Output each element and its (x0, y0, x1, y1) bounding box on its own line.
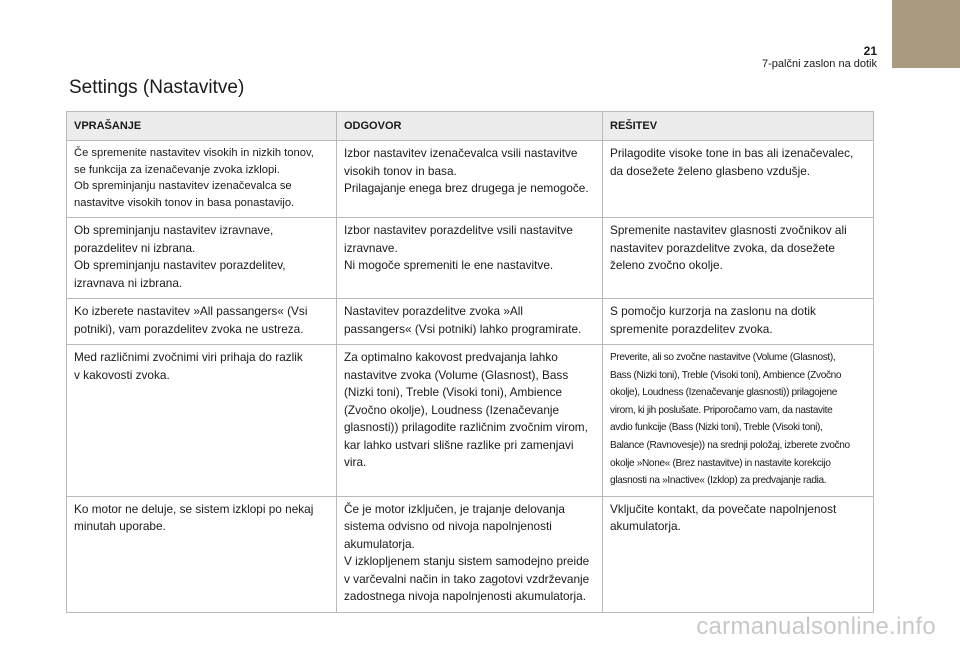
corner-tab (892, 0, 960, 68)
solution-cell: S pomočjo kurzorja na zaslonu na dotik spremenite porazdelitev zvoka. (603, 299, 874, 345)
qa-table (66, 111, 874, 613)
column-header-solution: REŠITEV (603, 112, 874, 141)
watermark: carmanualsonline.info (696, 613, 936, 640)
table-row (67, 496, 874, 612)
section-title: 7-palčni zaslon na dotik (762, 58, 877, 70)
question-cell: Ob spreminjanju nastavitev izravnave, porazdelitev ni izbrana. Ob spreminjanju nastavitev porazdelitev, izravnava ni izbrana. (67, 218, 337, 299)
question-cell: Če spremenite nastavitev visokih in nizkih tonov, se funkcija za izenačevanje zvoka izklopi. Ob spreminjanju nastavitev izenačevalca se nastavitve visokih tonov in basa ponastavijo. (67, 141, 337, 218)
column-header-answer: ODGOVOR (337, 112, 603, 141)
answer-cell: Izbor nastavitev porazdelitve vsili nastavitve izravnave. Ni mogoče spremeniti le ene nastavitve. (337, 218, 603, 299)
table-header-row (67, 112, 874, 141)
page-heading: Settings (Nastavitve) (69, 77, 245, 98)
column-header-question: VPRAŠANJE (67, 112, 337, 141)
table-row (67, 345, 874, 497)
question-cell: Ko motor ne deluje, se sistem izklopi po nekaj minutah uporabe. (67, 496, 337, 612)
page-number: 21 (863, 44, 877, 58)
answer-cell: Nastavitev porazdelitve zvoka »All passangers« (Vsi potniki) lahko programirate. (337, 299, 603, 345)
answer-cell: Če je motor izključen, je trajanje delovanja sistema odvisno od nivoja napolnjenosti akumulatorja. V izklopljenem stanju sistem samodejno preide v varčevalni način in tako zagotovi vzdrževanje zadostnega nivoja napolnjenosti akumulatorja. (337, 496, 603, 612)
question-cell: Med različnimi zvočnimi viri prihaja do razlik v kakovosti zvoka. (67, 345, 337, 497)
answer-cell: Za optimalno kakovost predvajanja lahko nastavitve zvoka (Volume (Glasnost), Bass (Nizki toni), Treble (Visoki toni), Ambience (Zvočno okolje), Loudness (Izenačevanje glasnosti)) prilagodite različnim zvočnim virom, kar lahko ustvari slišne razlike pri zamenjavi vira. (337, 345, 603, 497)
solution-cell: Prilagodite visoke tone in bas ali izenačevalec, da dosežete želeno glasbeno vzdušje. (603, 141, 874, 218)
table-row (67, 218, 874, 299)
solution-cell: Spremenite nastavitev glasnosti zvočnikov ali nastavitev porazdelitve zvoka, da dosežete želeno zvočno okolje. (603, 218, 874, 299)
solution-cell: Preverite, ali so zvočne nastavitve (Volume (Glasnost), Bass (Nizki toni), Treble (Visoki toni), Ambience (Zvočno okolje), Loudness (Izenačevanje glasnosti)) prilagojene virom, ki jih poslušate. Priporočamo vam, da nastavite avdio funkcije (Bass (Nizki toni), Treble (Visoki toni), Balance (Ravnovesje)) na srednji položaj, izberete zvočno okolje »None« (Brez nastavitve) in nastavite korekcijo glasnosti na »Inactive« (Izklop) za predvajanje radia. (603, 345, 874, 497)
table-row (67, 141, 874, 218)
solution-cell: Vključite kontakt, da povečate napolnjenost akumulatorja. (603, 496, 874, 612)
question-cell: Ko izberete nastavitev »All passangers« (Vsi potniki), vam porazdelitev zvoka ne ustreza. (67, 299, 337, 345)
table-row (67, 299, 874, 345)
answer-cell: Izbor nastavitev izenačevalca vsili nastavitve visokih tonov in basa. Prilagajanje enega brez drugega je nemogoče. (337, 141, 603, 218)
